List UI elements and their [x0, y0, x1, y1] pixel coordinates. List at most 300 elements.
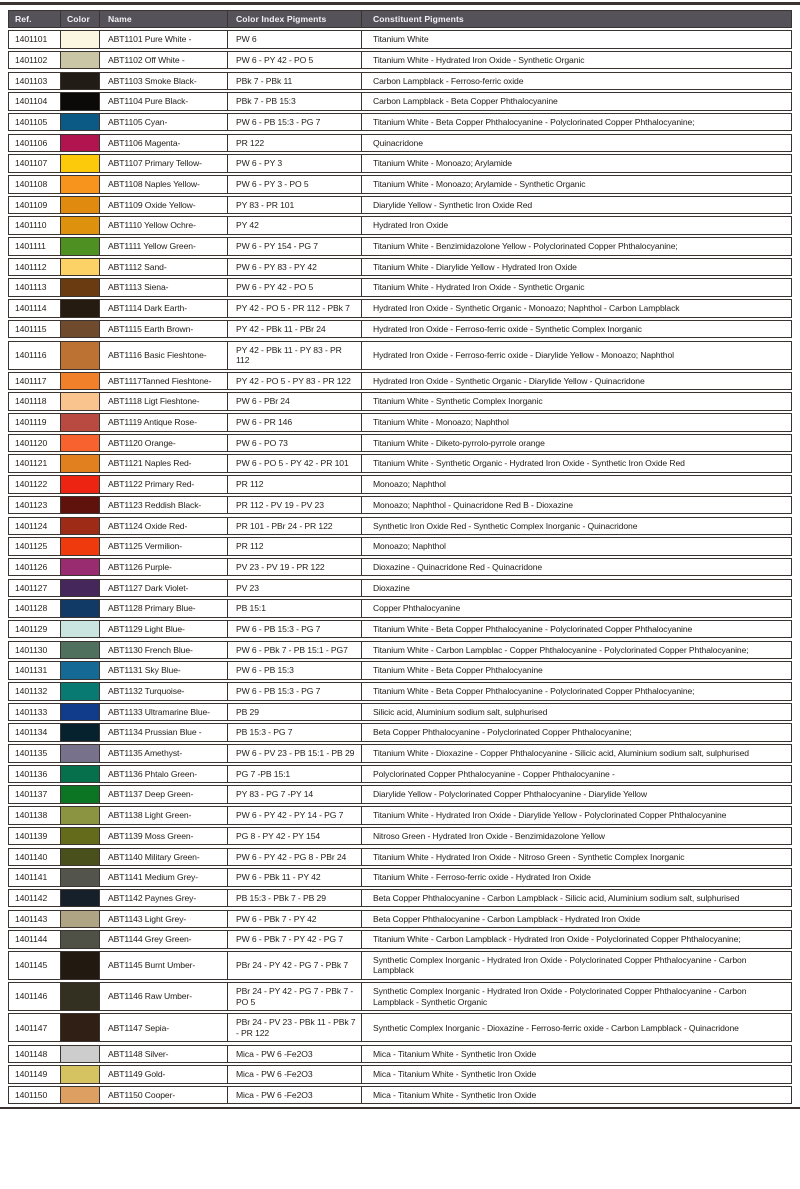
pigments-cell: PY 42 - PO 5 - PR 112 - PBk 7: [228, 300, 362, 317]
ref-cell: 1401107: [9, 155, 61, 172]
name-cell: ABT1109 Oxide Yellow-: [100, 197, 228, 214]
pigments-cell: Mica - PW 6 -Fe2O3: [228, 1066, 362, 1083]
table-row: [8, 827, 792, 846]
color-swatch: [61, 766, 99, 783]
pigments-cell: PW 6 - PBk 7 - PY 42 - PG 7: [228, 931, 362, 948]
ref-cell: 1401130: [9, 642, 61, 659]
ref-cell: 1401142: [9, 890, 61, 907]
name-cell: ABT1145 Burnt Umber-: [100, 952, 228, 979]
name-cell: ABT1102 Off White -: [100, 52, 228, 69]
ref-cell: 1401135: [9, 745, 61, 762]
pigments-cell: PY 42 - PBk 11 - PY 83 - PR 112: [228, 342, 362, 369]
color-cell: [61, 93, 100, 110]
ref-cell: 1401143: [9, 911, 61, 928]
color-cell: [61, 580, 100, 597]
color-cell: [61, 931, 100, 948]
table-row: [8, 785, 792, 804]
pigments-cell: PV 23: [228, 580, 362, 597]
color-swatch: [61, 217, 99, 234]
color-swatch: [61, 73, 99, 90]
constituents-cell: Carbon Lampblack - Beta Copper Phthalocyanine: [373, 96, 558, 107]
constituents-cell: Titanium White - Monoazo; Naphthol: [373, 417, 509, 428]
color-swatch: [61, 600, 99, 617]
table-row: [8, 703, 792, 722]
name-cell: ABT1114 Dark Earth-: [100, 300, 228, 317]
name-cell: ABT1135 Amethyst-: [100, 745, 228, 762]
pigments-cell: PW 6 - PO 5 - PY 42 - PR 101: [228, 455, 362, 472]
ref-cell: 1401106: [9, 135, 61, 152]
pigments-cell: Mica - PW 6 -Fe2O3: [228, 1046, 362, 1063]
table-row: [8, 392, 792, 411]
table-row: [8, 113, 792, 132]
color-cell: [61, 1066, 100, 1083]
color-swatch: [61, 683, 99, 700]
color-swatch: [61, 518, 99, 535]
pigments-cell: PR 112: [228, 476, 362, 493]
table-row: [8, 175, 792, 194]
constituents-cell: Beta Copper Phthalocyanine - Carbon Lampblack - Hydrated Iron Oxide: [373, 913, 641, 924]
pigments-cell: PW 6 - PR 146: [228, 414, 362, 431]
ref-cell: 1401127: [9, 580, 61, 597]
color-swatch: [61, 114, 99, 131]
color-swatch: [61, 911, 99, 928]
table-row: [8, 496, 792, 515]
name-cell: ABT1101 Pure White -: [100, 31, 228, 48]
pigments-cell: PW 6 - PY 83 - PY 42: [228, 259, 362, 276]
ref-cell: 1401125: [9, 538, 61, 555]
table-row: [8, 661, 792, 680]
table-row: [8, 320, 792, 339]
pigments-cell: PB 29: [228, 704, 362, 721]
color-swatch: [61, 393, 99, 410]
ref-cell: 1401148: [9, 1046, 61, 1063]
pigments-cell: PBr 24 - PY 42 - PG 7 - PBk 7 - PO 5: [228, 983, 362, 1010]
color-swatch: [61, 238, 99, 255]
table-row: [8, 599, 792, 618]
table-row: [8, 517, 792, 536]
color-cell: [61, 849, 100, 866]
constituents-cell: Titanium White - Beta Copper Phthalocyanine: [373, 665, 543, 676]
color-cell: [61, 600, 100, 617]
pigments-cell: PW 6 - PBk 7 - PB 15:1 - PG7: [228, 642, 362, 659]
ref-cell: 1401117: [9, 373, 61, 390]
color-swatch: [61, 135, 99, 152]
name-cell: ABT1130 French Blue-: [100, 642, 228, 659]
table-row: [8, 434, 792, 453]
constituents-cell: Hydrated Iron Oxide - Synthetic Organic - Monoazo; Naphthol - Carbon Lampblack: [373, 303, 680, 314]
color-swatch: [61, 476, 99, 493]
color-swatch: [61, 559, 99, 576]
color-swatch: [61, 828, 99, 845]
color-cell: [61, 952, 100, 979]
table-row: [8, 475, 792, 494]
constituents-cell: Titanium White - Ferroso-ferric oxide - Hydrated Iron Oxide: [373, 872, 591, 883]
pigments-cell: PW 6 - PY 154 - PG 7: [228, 238, 362, 255]
pigments-cell: Mica - PW 6 -Fe2O3: [228, 1087, 362, 1104]
color-cell: [61, 1087, 100, 1104]
pigments-cell: PR 112 - PV 19 - PV 23: [228, 497, 362, 514]
name-cell: ABT1103 Smoke Black-: [100, 73, 228, 90]
table-row: [8, 413, 792, 432]
table-row: [8, 237, 792, 256]
constituents-cell: Titanium White - Hydrated Iron Oxide - Synthetic Organic: [373, 282, 585, 293]
pigments-cell: PW 6 - PV 23 - PB 15:1 - PB 29: [228, 745, 362, 762]
name-cell: ABT1112 Sand-: [100, 259, 228, 276]
ref-cell: 1401138: [9, 807, 61, 824]
bottom-rule: [0, 1107, 800, 1110]
pigments-cell: PW 6 - PBr 24: [228, 393, 362, 410]
color-swatch: [61, 890, 99, 907]
color-cell: [61, 724, 100, 741]
table-row: [8, 558, 792, 577]
table-row: [8, 982, 792, 1011]
constituents-cell: Nitroso Green - Hydrated Iron Oxide - Benzimidazolone Yellow: [373, 830, 605, 841]
header-color-index-pigments: Color Index Pigments: [228, 11, 362, 28]
color-swatch: [61, 642, 99, 659]
color-swatch: [61, 497, 99, 514]
ref-cell: 1401149: [9, 1066, 61, 1083]
constituents-cell: Monoazo; Naphthol - Quinacridone Red B - Dioxazine: [373, 499, 573, 510]
color-swatch: [61, 321, 99, 338]
name-cell: ABT1139 Moss Green-: [100, 828, 228, 845]
table-row: [8, 930, 792, 949]
table-row: [8, 848, 792, 867]
color-cell: [61, 807, 100, 824]
color-swatch: [61, 983, 99, 1010]
color-swatch: [61, 52, 99, 69]
ref-cell: 1401146: [9, 983, 61, 1010]
constituents-cell: Polyclorinated Copper Phthalocyanine - Copper Phthalocyanine -: [373, 768, 615, 779]
ref-cell: 1401122: [9, 476, 61, 493]
constituents-cell: Titanium White: [373, 34, 429, 45]
name-cell: ABT1142 Paynes Grey-: [100, 890, 228, 907]
color-swatch: [61, 786, 99, 803]
constituents-cell: Titanium White - Diarylide Yellow - Hydrated Iron Oxide: [373, 261, 577, 272]
constituents-cell: Quinacridone: [373, 137, 423, 148]
color-swatch: [61, 662, 99, 679]
ref-cell: 1401140: [9, 849, 61, 866]
ref-cell: 1401108: [9, 176, 61, 193]
header-ref: Ref.: [9, 11, 61, 28]
constituents-cell: Carbon Lampblack - Ferroso-ferric oxide: [373, 75, 524, 86]
color-swatch: [61, 931, 99, 948]
constituents-cell: Monoazo; Naphthol: [373, 479, 446, 490]
constituents-cell: Titanium White - Carbon Lampblack - Hydrated Iron Oxide - Polyclorinated Copper Phthalocyanine;: [373, 934, 741, 945]
color-swatch: [61, 31, 99, 48]
ref-cell: 1401144: [9, 931, 61, 948]
name-cell: ABT1117Tanned Fieshtone-: [100, 373, 228, 390]
header-constituent-pigments: Constituent Pigments: [373, 13, 464, 24]
color-cell: [61, 745, 100, 762]
name-cell: ABT1149 Gold-: [100, 1066, 228, 1083]
pigments-cell: PW 6 - PO 73: [228, 435, 362, 452]
pigments-cell: PBk 7 - PBk 11: [228, 73, 362, 90]
color-cell: [61, 52, 100, 69]
color-cell: [61, 300, 100, 317]
color-cell: [61, 559, 100, 576]
name-cell: ABT1115 Earth Brown-: [100, 321, 228, 338]
ref-cell: 1401126: [9, 559, 61, 576]
pigments-cell: PW 6 - PY 42 - PY 14 - PG 7: [228, 807, 362, 824]
color-cell: [61, 176, 100, 193]
constituents-cell: Titanium White - Hydrated Iron Oxide - Diarylide Yellow - Polyclorinated Copper Phthalocyanine: [373, 810, 727, 821]
ref-cell: 1401116: [9, 342, 61, 369]
table-row: [8, 620, 792, 639]
name-cell: ABT1104 Pure Black-: [100, 93, 228, 110]
name-cell: ABT1129 Light Blue-: [100, 621, 228, 638]
name-cell: ABT1140 Military Green-: [100, 849, 228, 866]
name-cell: ABT1131 Sky Blue-: [100, 662, 228, 679]
pigments-cell: PY 42 - PBk 11 - PBr 24: [228, 321, 362, 338]
constituents-cell: Hydrated Iron Oxide: [373, 220, 449, 231]
name-cell: ABT1126 Purple-: [100, 559, 228, 576]
color-cell: [61, 321, 100, 338]
name-cell: ABT1122 Primary Red-: [100, 476, 228, 493]
constituents-cell: Hydrated Iron Oxide - Synthetic Organic - Diarylide Yellow - Quinacridone: [373, 375, 645, 386]
table-row: [8, 579, 792, 598]
name-cell: ABT1116 Basic Fieshtone-: [100, 342, 228, 369]
ref-cell: 1401139: [9, 828, 61, 845]
color-cell: [61, 704, 100, 721]
ref-cell: 1401123: [9, 497, 61, 514]
constituents-cell: Hydrated Iron Oxide - Ferroso-ferric oxide - Diarylide Yellow - Monoazo; Naphthol: [373, 349, 674, 360]
color-cell: [61, 538, 100, 555]
pigment-table: [8, 10, 792, 1105]
name-cell: ABT1132 Turquoise-: [100, 683, 228, 700]
color-swatch: [61, 1066, 99, 1083]
color-cell: [61, 238, 100, 255]
table-row: [8, 299, 792, 318]
pigment-chart-page: [0, 2, 800, 1109]
table-row: [8, 910, 792, 929]
color-cell: [61, 435, 100, 452]
color-cell: [61, 414, 100, 431]
color-swatch: [61, 259, 99, 276]
ref-cell: 1401120: [9, 435, 61, 452]
constituents-cell: Mica - Titanium White - Synthetic Iron Oxide: [373, 1069, 537, 1080]
constituents-cell: Diarylide Yellow - Polyclorinated Copper Phthalocyanine - Diarylide Yellow: [373, 789, 647, 800]
constituents-cell: Titanium White - Diketo-pyrrolo-pyrrole orange: [373, 437, 545, 448]
pigments-cell: PR 112: [228, 538, 362, 555]
table-row: [8, 258, 792, 277]
pigments-cell: PY 42 - PO 5 - PY 83 - PR 122: [228, 373, 362, 390]
name-cell: ABT1121 Naples Red-: [100, 455, 228, 472]
pigments-cell: PW 6 - PB 15:3 - PG 7: [228, 114, 362, 131]
name-cell: ABT1113 Siena-: [100, 279, 228, 296]
pigments-cell: PW 6 - PY 42 - PO 5: [228, 279, 362, 296]
table-row: [8, 216, 792, 235]
color-cell: [61, 518, 100, 535]
constituents-cell: Synthetic Complex Inorganic - Dioxazine - Ferroso-ferric oxide - Carbon Lampblack - Quinacridone: [373, 1022, 739, 1033]
color-swatch: [61, 279, 99, 296]
ref-cell: 1401129: [9, 621, 61, 638]
ref-cell: 1401134: [9, 724, 61, 741]
color-swatch: [61, 745, 99, 762]
table-row: [8, 723, 792, 742]
color-swatch: [61, 869, 99, 886]
color-cell: [61, 197, 100, 214]
constituents-cell: Silicic acid, Aluminium sodium salt, sulphurised: [373, 706, 548, 717]
name-cell: ABT1119 Antique Rose-: [100, 414, 228, 431]
name-cell: ABT1106 Magenta-: [100, 135, 228, 152]
color-cell: [61, 455, 100, 472]
ref-cell: 1401113: [9, 279, 61, 296]
table-row: [8, 72, 792, 91]
pigments-cell: PY 42: [228, 217, 362, 234]
table-row: [8, 744, 792, 763]
color-cell: [61, 828, 100, 845]
name-cell: ABT1146 Raw Umber-: [100, 983, 228, 1010]
table-row: [8, 30, 792, 49]
pigments-cell: PR 101 - PBr 24 - PR 122: [228, 518, 362, 535]
table-row: [8, 1086, 792, 1105]
pigments-cell: PBr 24 - PV 23 - PBk 11 - PBk 7 - PR 122: [228, 1014, 362, 1041]
color-swatch: [61, 342, 99, 369]
ref-cell: 1401115: [9, 321, 61, 338]
color-swatch: [61, 538, 99, 555]
pigments-cell: PB 15:1: [228, 600, 362, 617]
ref-cell: 1401119: [9, 414, 61, 431]
color-swatch: [61, 849, 99, 866]
color-swatch: [61, 455, 99, 472]
pigments-cell: PW 6 - PY 42 - PO 5: [228, 52, 362, 69]
constituents-cell: Titanium White - Carbon Lampblac - Copper Phthalocyanine - Polyclorinated Copper Phthalocyanine;: [373, 644, 749, 655]
color-cell: [61, 114, 100, 131]
table-row: [8, 154, 792, 173]
table-row: [8, 278, 792, 297]
table-row: [8, 134, 792, 153]
color-cell: [61, 393, 100, 410]
pigments-cell: PW 6: [228, 31, 362, 48]
pigments-cell: PW 6 - PBk 7 - PY 42: [228, 911, 362, 928]
color-cell: [61, 1046, 100, 1063]
table-row: [8, 51, 792, 70]
name-cell: ABT1111 Yellow Green-: [100, 238, 228, 255]
table-row: [8, 868, 792, 887]
constituents-cell: Dioxazine - Quinacridone Red - Quinacridone: [373, 561, 543, 572]
constituents-cell: Titanium White - Dioxazine - Copper Phthalocyanine - Silicic acid, Aluminium sodium salt, sulphurised: [373, 748, 749, 759]
top-rule: [0, 2, 800, 5]
constituents-cell: Mica - Titanium White - Synthetic Iron Oxide: [373, 1089, 537, 1100]
pigments-cell: PW 6 - PBk 11 - PY 42: [228, 869, 362, 886]
color-swatch: [61, 807, 99, 824]
table-row: [8, 454, 792, 473]
color-cell: [61, 155, 100, 172]
pigments-cell: PW 6 - PB 15:3: [228, 662, 362, 679]
ref-cell: 1401147: [9, 1014, 61, 1041]
constituents-cell: Synthetic Complex Inorganic - Hydrated Iron Oxide - Polyclorinated Copper Phthalocyanine - Carbon Lampblack: [373, 954, 747, 976]
constituents-cell: Titanium White - Synthetic Complex Inorganic: [373, 396, 543, 407]
name-cell: ABT1128 Primary Blue-: [100, 600, 228, 617]
ref-cell: 1401128: [9, 600, 61, 617]
table-row: [8, 341, 792, 370]
table-body: [8, 30, 792, 1104]
color-swatch: [61, 414, 99, 431]
color-swatch: [61, 621, 99, 638]
table-row: [8, 1045, 792, 1064]
color-cell: [61, 135, 100, 152]
name-cell: ABT1136 Phtalo Green-: [100, 766, 228, 783]
color-cell: [61, 890, 100, 907]
pigments-cell: PG 8 - PY 42 - PY 154: [228, 828, 362, 845]
constituents-cell: Titanium White - Hydrated Iron Oxide - Nitroso Green - Synthetic Complex Inorganic: [373, 851, 685, 862]
color-swatch: [61, 952, 99, 979]
constituents-cell: Monoazo; Naphthol: [373, 541, 446, 552]
name-cell: ABT1120 Orange-: [100, 435, 228, 452]
color-swatch: [61, 1014, 99, 1041]
table-row: [8, 537, 792, 556]
ref-cell: 1401109: [9, 197, 61, 214]
ref-cell: 1401110: [9, 217, 61, 234]
name-cell: ABT1137 Deep Green-: [100, 786, 228, 803]
constituents-cell: Titanium White - Monoazo; Arylamide - Synthetic Organic: [373, 179, 586, 189]
pigments-cell: PB 15:3 - PG 7: [228, 724, 362, 741]
constituents-cell: Hydrated Iron Oxide - Ferroso-ferric oxide - Synthetic Complex Inorganic: [373, 323, 642, 334]
name-cell: ABT1144 Grey Green-: [100, 931, 228, 948]
constituents-cell: Titanium White - Beta Copper Phthalocyanine - Polyclorinated Copper Phthalocyanine;: [373, 686, 695, 696]
color-cell: [61, 621, 100, 638]
name-cell: ABT1133 Ultramarine Blue-: [100, 704, 228, 721]
pigments-cell: PBk 7 - PB 15:3: [228, 93, 362, 110]
constituents-cell: Titanium White - Beta Copper Phthalocyanine - Polyclorinated Copper Phthalocyanine;: [373, 116, 695, 127]
header-name: Name: [100, 11, 228, 28]
color-cell: [61, 373, 100, 390]
ref-cell: 1401131: [9, 662, 61, 679]
table-row: [8, 765, 792, 784]
color-cell: [61, 1014, 100, 1041]
color-swatch: [61, 155, 99, 172]
ref-cell: 1401103: [9, 73, 61, 90]
ref-cell: 1401102: [9, 52, 61, 69]
ref-cell: 1401104: [9, 93, 61, 110]
color-swatch: [61, 724, 99, 741]
color-cell: [61, 869, 100, 886]
name-cell: ABT1125 Vermilion-: [100, 538, 228, 555]
color-cell: [61, 73, 100, 90]
ref-cell: 1401136: [9, 766, 61, 783]
name-cell: ABT1148 Silver-: [100, 1046, 228, 1063]
color-swatch: [61, 580, 99, 597]
color-swatch: [61, 176, 99, 193]
color-cell: [61, 497, 100, 514]
table-row: [8, 1013, 792, 1042]
ref-cell: 1401132: [9, 683, 61, 700]
name-cell: ABT1134 Prussian Blue -: [100, 724, 228, 741]
ref-cell: 1401118: [9, 393, 61, 410]
color-swatch: [61, 704, 99, 721]
name-cell: ABT1127 Dark Violet-: [100, 580, 228, 597]
ref-cell: 1401141: [9, 869, 61, 886]
name-cell: ABT1110 Yellow Ochre-: [100, 217, 228, 234]
name-cell: ABT1147 Sepia-: [100, 1014, 228, 1041]
color-cell: [61, 31, 100, 48]
constituents-cell: Copper Phthalocyanine: [373, 603, 461, 614]
color-swatch: [61, 1046, 99, 1063]
ref-cell: 1401150: [9, 1087, 61, 1104]
pigments-cell: PW 6 - PY 3: [228, 155, 362, 172]
color-cell: [61, 911, 100, 928]
ref-cell: 1401133: [9, 704, 61, 721]
table-row: [8, 682, 792, 701]
constituents-cell: Titanium White - Hydrated Iron Oxide - Synthetic Organic: [373, 54, 585, 65]
name-cell: ABT1105 Cyan-: [100, 114, 228, 131]
color-cell: [61, 786, 100, 803]
pigments-cell: PW 6 - PY 3 - PO 5: [228, 176, 362, 193]
table-row: [8, 806, 792, 825]
ref-cell: 1401112: [9, 259, 61, 276]
name-cell: ABT1141 Medium Grey-: [100, 869, 228, 886]
ref-cell: 1401145: [9, 952, 61, 979]
